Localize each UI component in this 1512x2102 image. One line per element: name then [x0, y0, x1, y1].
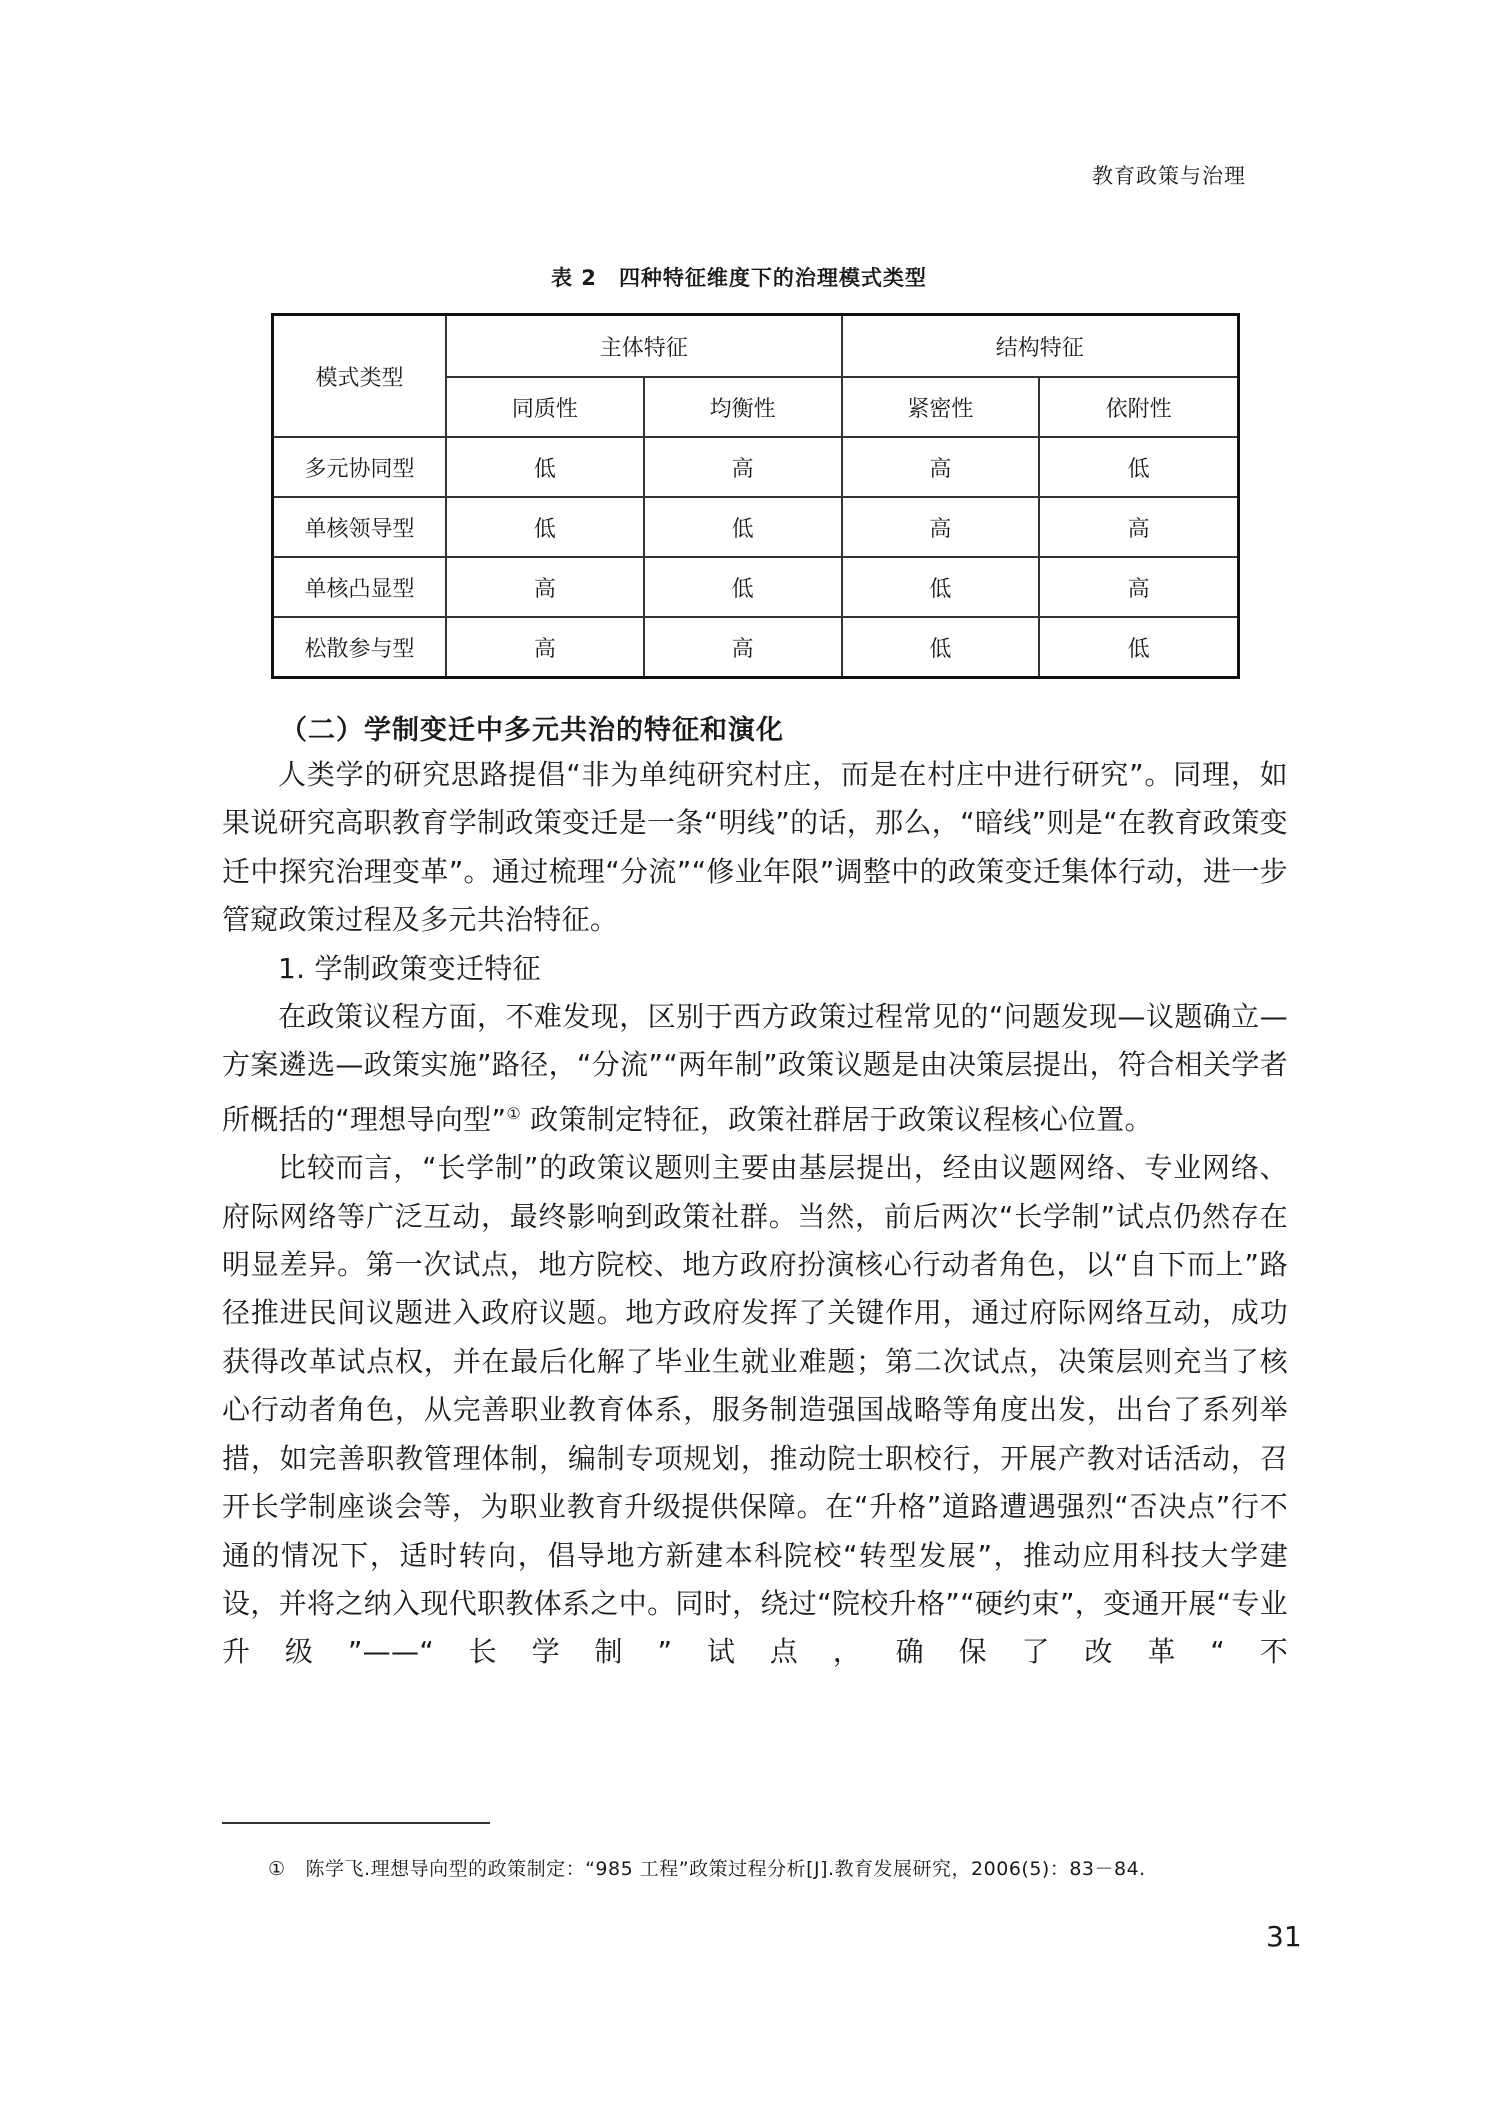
table-cell: 高 [1039, 557, 1238, 617]
table-cell: 低 [1039, 437, 1238, 497]
governance-modes-table [271, 313, 1240, 679]
table-cell: 低 [842, 617, 1040, 678]
footnote-mark: ① [268, 1858, 286, 1880]
table-row-label: 单核凸显型 [273, 557, 447, 617]
table-cell: 高 [446, 617, 644, 678]
table-cell: 高 [644, 437, 842, 497]
paragraph [222, 993, 1288, 1144]
section-heading: （二）学制变迁中多元共治的特征和演化 [280, 715, 784, 746]
table-cell: 低 [644, 497, 842, 557]
table-column-header: 依附性 [1039, 377, 1238, 437]
footnote-rule [222, 1822, 490, 1824]
paragraph-text: 政策制定特征，政策社群居于政策议程核心位置。 [520, 1102, 1153, 1136]
table-caption-title: 四种特征维度下的治理模式类型 [618, 266, 927, 290]
table-row-label: 松散参与型 [273, 617, 447, 678]
table-column-header: 紧密性 [842, 377, 1040, 437]
table-group-header: 结构特征 [842, 315, 1239, 378]
table-cell: 低 [644, 557, 842, 617]
table-row [273, 557, 1239, 617]
table-cell: 高 [1039, 497, 1238, 557]
table-cell: 低 [1039, 617, 1238, 678]
table-corner-cell: 模式类型 [273, 315, 447, 438]
page-number: 31 [1266, 1920, 1302, 1953]
table-cell: 低 [446, 437, 644, 497]
numbered-subheading: 1. 学制政策变迁特征 [278, 951, 541, 985]
paragraph: 比较而言，“长学制”的政策议题则主要由基层提出，经由议题网络、专业网络、府际网络等广泛互动，最终影响到政策社群。当然，前后两次“长学制”试点仍然存在明显差异。第一次试点，地方院校、地方政府扮演核心行动者角色，以“自下而上”路径推进民间议题进入政府议题。地方政府发挥了关键作用，通过府际网络互动，成功获得改革试点权，并在最后化解了毕业生就业难题；第二次试点，决策层则充当了核心行动者角色，从完善职业教育体系，服务制造强国战略等角度出发，出台了系列举措，如完善职教管理体制，编制专项规划，推动院士职校行，开展产教对话活动，召开长学制座谈会等，为职业教育升级提供保障。在“升格”道路遭遇强烈“否决点”行不通的情况下，适时转向，倡导地方新建本科院校“转型发展”，推动应用科技大学建设，并将之纳入现代职教体系之中。同时，绕过“院校升格”“硬约束”，变通开展“专业升级”——“长学制”试点，确保了改革“不 [222, 1151, 1288, 1669]
table-cell: 高 [644, 617, 842, 678]
table-row-label: 多元协同型 [273, 437, 447, 497]
table-group-header: 主体特征 [446, 315, 842, 378]
table-row [273, 437, 1239, 497]
table-row [273, 617, 1239, 678]
table-column-header: 同质性 [446, 377, 644, 437]
table-caption [551, 262, 927, 292]
footnote-text: 陈学飞.理想导向型的政策制定：“985 工程”政策过程分析[J].教育发展研究，2006(5)：83－84. [305, 1858, 1146, 1880]
table-column-header: 均衡性 [644, 377, 842, 437]
table-cell: 高 [842, 437, 1040, 497]
table-row-label: 单核领导型 [273, 497, 447, 557]
table-cell: 高 [842, 497, 1040, 557]
table-caption-number: 表 2 [551, 266, 597, 290]
footnote-reference[interactable]: ① [506, 1103, 521, 1123]
paragraph: 人类学的研究思路提倡“非为单纯研究村庄，而是在村庄中进行研究”。同理，如果说研究高职教育学制政策变迁是一条“明线”的话，那么，“暗线”则是“在教育政策变迁中探究治理变革”。通过梳理“分流”“修业年限”调整中的政策变迁集体行动，进一步管窥政策过程及多元共治特征。 [222, 758, 1288, 937]
running-head: 教育政策与治理 [1092, 164, 1246, 188]
table-cell: 高 [446, 557, 644, 617]
footnote [268, 1854, 1146, 1881]
table-cell: 低 [446, 497, 644, 557]
body-text [222, 751, 1288, 1677]
table-cell: 低 [842, 557, 1040, 617]
table-row [273, 497, 1239, 557]
table-header-row [273, 315, 1239, 378]
paragraph-text: 在政策议程方面，不难发现，区别于西方政策过程常见的“问题发现—议题确立—方案遴选—政策实施”路径，“分流”“两年制”政策议题是由决策层提出，符合相关学者所概括的“理想导向型” [222, 1000, 1288, 1136]
